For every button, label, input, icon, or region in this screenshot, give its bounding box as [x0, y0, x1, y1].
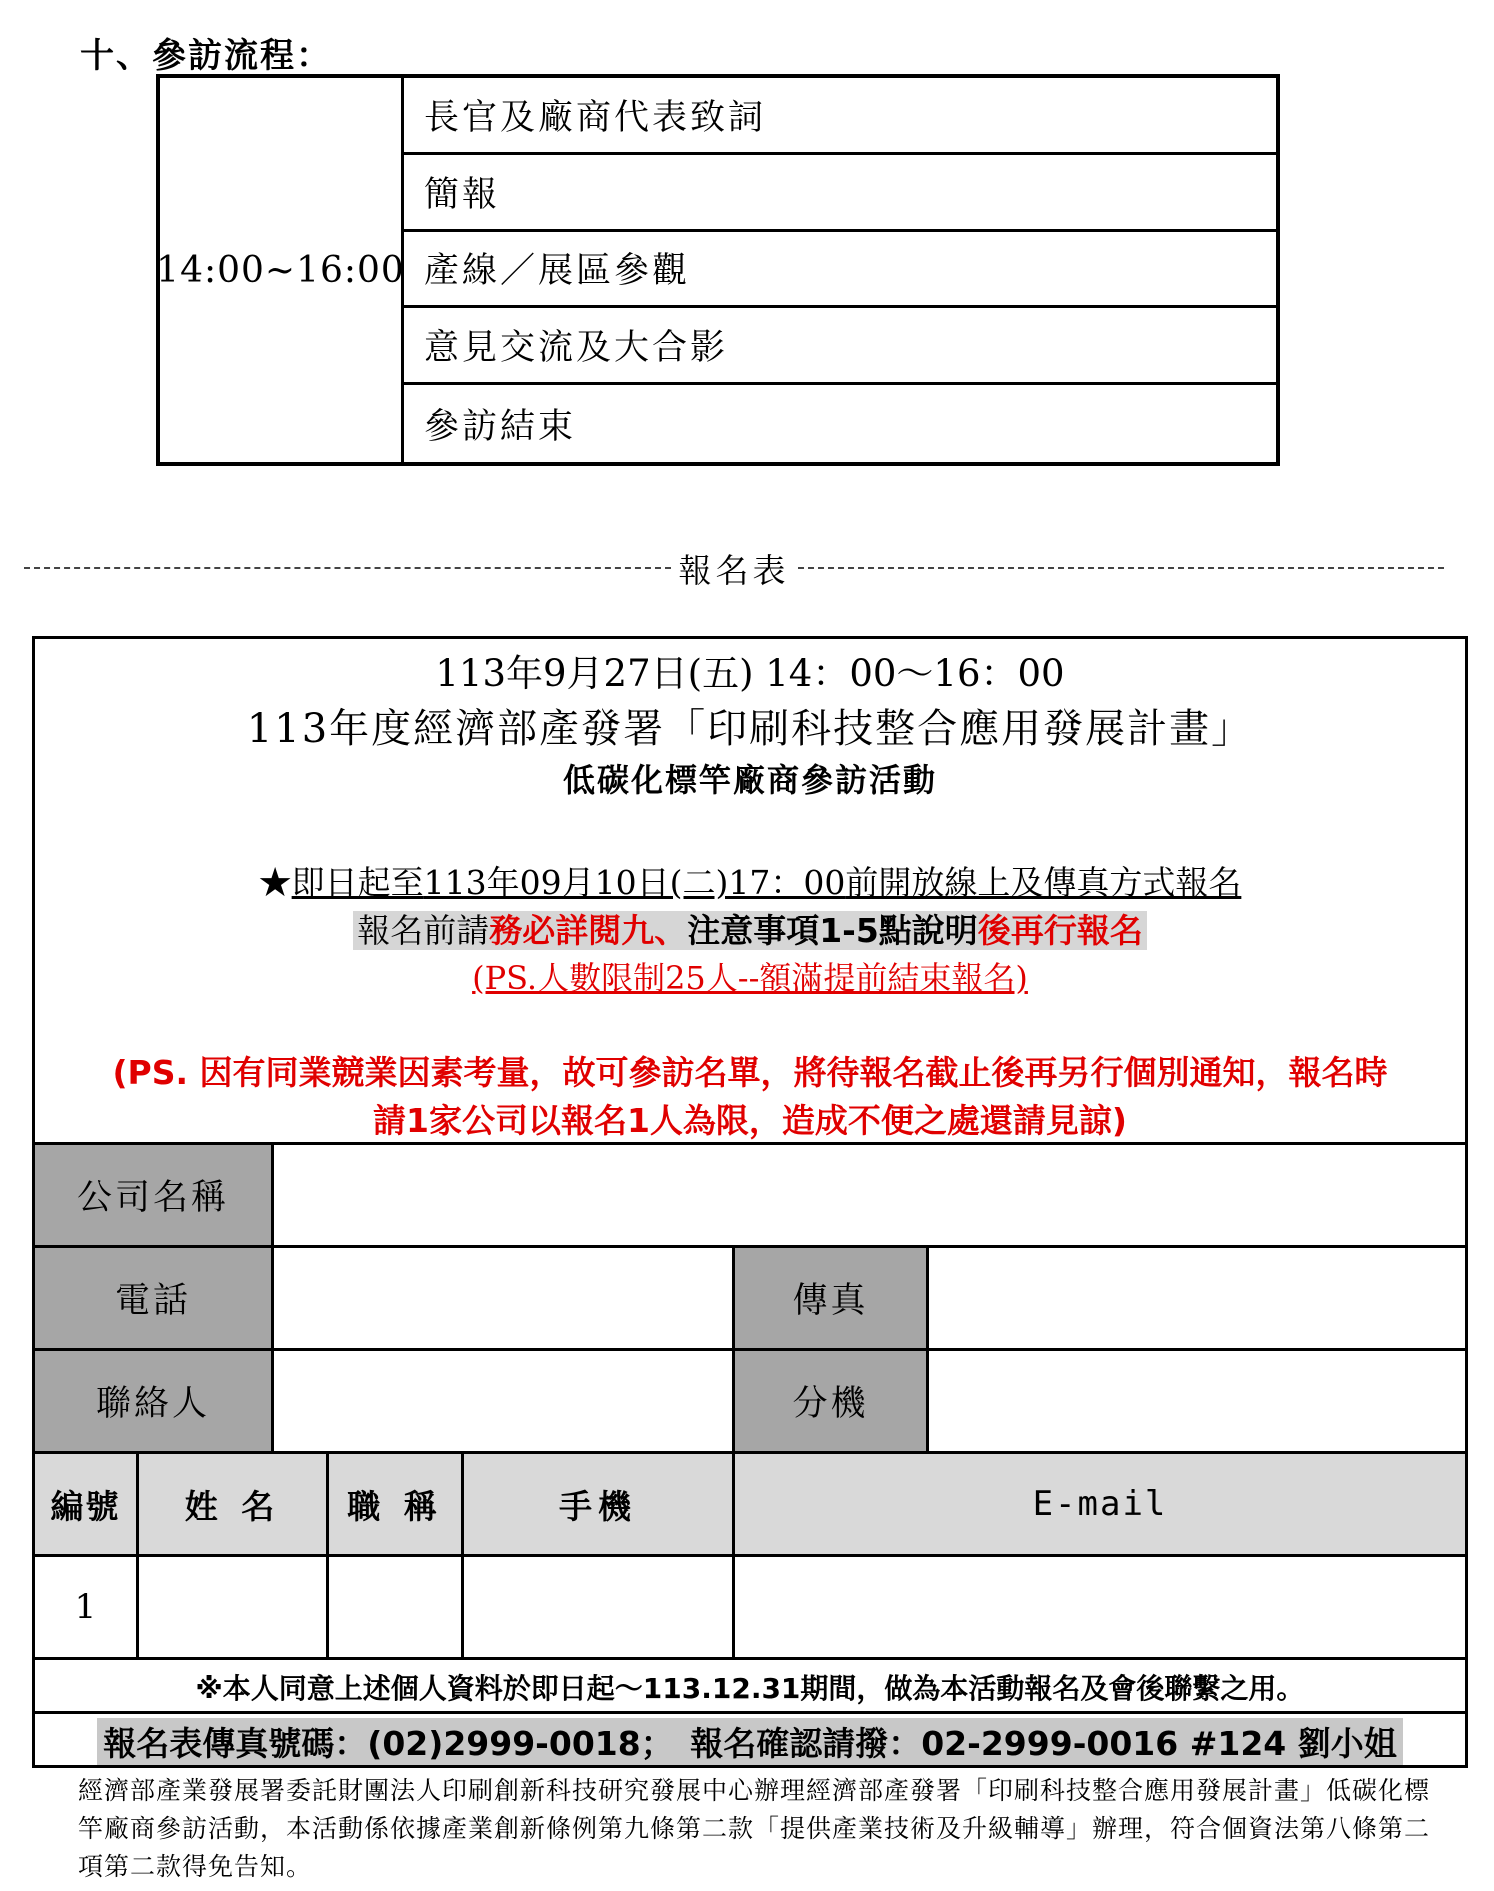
deadline-line [35, 857, 1465, 904]
company-label: 公司名稱 [35, 1145, 271, 1245]
deadline-suffix: 前開放線上及傳真方式報名 [845, 863, 1242, 902]
header-name: 姓 名 [136, 1454, 326, 1554]
attendee-row [35, 1554, 1465, 1657]
phone-row [35, 1245, 1465, 1348]
attendee-header-row [35, 1451, 1465, 1554]
fax-contact [35, 1714, 1465, 1768]
section-title: 十、參訪流程： [80, 36, 332, 76]
event-title: 113年度經濟部產發署「印刷科技整合應用發展計畫」 [246, 706, 1254, 752]
ps-line-2: 請1家公司以報名1人為限，造成不便之處還請見諒) [372, 1101, 1127, 1140]
flow-table [156, 74, 1280, 466]
fax-input[interactable] [926, 1248, 1465, 1348]
divider-dash [24, 567, 671, 569]
fax-label: 傳真 [732, 1248, 926, 1348]
event-subtitle: 低碳化標竿廠商參訪活動 [562, 761, 937, 799]
flow-step: 意見交流及大合影 [404, 308, 1276, 385]
consent-text: ※本人同意上述個人資料於即日起～113.12.31期間，做為本活動報名及會後聯繫之用。 [195, 1672, 1305, 1705]
fax-contact-text: 報名表傳真號碼：(02)2999-0018； 報名確認請撥：02-2999-0016 #124 劉小姐 [97, 1718, 1403, 1765]
form-divider [24, 546, 1444, 590]
divider-dash [798, 567, 1445, 569]
fax-contact-row [35, 1711, 1465, 1768]
name-input[interactable] [136, 1557, 326, 1657]
notice-d: 後再行報名 [977, 911, 1143, 950]
company-row [35, 1142, 1465, 1245]
flow-step: 產線／展區參觀 [404, 232, 1276, 309]
limit-text: (PS.人數限制25人--額滿提前結束報名) [472, 959, 1028, 997]
phone-label: 電話 [35, 1248, 271, 1348]
limit-note [35, 953, 1465, 999]
flow-steps [404, 78, 1276, 462]
ext-label: 分機 [732, 1351, 926, 1451]
contact-row [35, 1348, 1465, 1451]
event-date: 113年9月27日(五) 14：00～16：00 [435, 652, 1065, 695]
title-input[interactable] [326, 1557, 461, 1657]
deadline-date: 113年09月10日(二)17：00 [423, 863, 846, 902]
notice-line [35, 905, 1465, 952]
star-icon: ★ [258, 863, 292, 902]
divider-label: 報名表 [678, 550, 790, 590]
phone-input[interactable] [271, 1248, 732, 1348]
contact-label: 聯絡人 [35, 1351, 271, 1451]
footer-note: 經濟部產業發展署委託財團法人印刷創新科技研究發展中心辦理經濟部產發署「印刷科技整合應用發展計畫」低碳化標竿廠商參訪活動，本活動係依據產業創新條例第九條第二款「提供產業技術及升級輔導」辦理，符合個資法第八條第二項第二款得免告知。 [78, 1776, 1431, 1881]
row-number: 1 [74, 1587, 97, 1627]
mobile-input[interactable] [461, 1557, 732, 1657]
consent-row [35, 1657, 1465, 1714]
notice-c: 注意事項1-5點說明 [687, 911, 978, 950]
email-input[interactable] [732, 1557, 1465, 1657]
registration-form [32, 636, 1468, 1768]
contact-input[interactable] [271, 1351, 732, 1451]
ps-line-1: (PS. 因有同業競業因素考量，故可參訪名單，將待報名截止後再另行個別通知，報名時 [112, 1053, 1388, 1092]
ext-input[interactable] [926, 1351, 1465, 1451]
flow-step: 長官及廠商代表致詞 [404, 78, 1276, 155]
notice-a: 報名前請 [357, 911, 490, 950]
flow-step: 簡報 [404, 155, 1276, 232]
header-title: 職 稱 [326, 1454, 461, 1554]
flow-time: 14:00~16:00 [160, 78, 404, 462]
header-email: E-mail [732, 1454, 1465, 1554]
company-input[interactable] [271, 1145, 1465, 1245]
flow-step: 參訪結束 [424, 406, 577, 447]
header-no: 編號 [35, 1454, 136, 1554]
header-mobile: 手機 [461, 1454, 732, 1554]
deadline-prefix: 即日起至 [291, 863, 424, 902]
notice-b: 務必詳閱九、 [489, 911, 688, 950]
